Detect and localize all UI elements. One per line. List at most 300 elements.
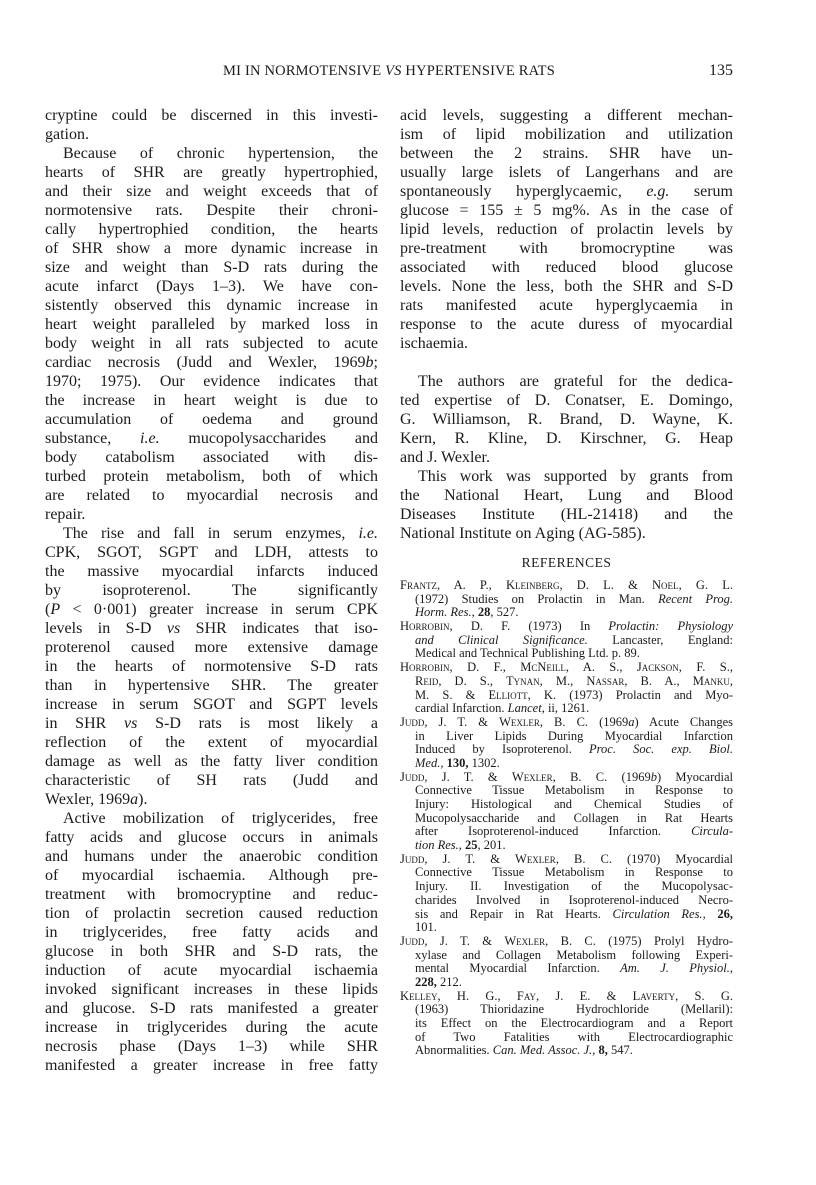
text-segment: 212. xyxy=(436,974,462,989)
text-line xyxy=(45,220,378,239)
text-segment: Lancaster, England: xyxy=(587,632,733,647)
text-segment: characteristic of SH rats (Judd and xyxy=(45,772,378,789)
small-caps-author: Nassar xyxy=(586,673,625,688)
text-segment: cardiac necrosis (Judd and Wexler, 1969 xyxy=(45,354,366,371)
text-line xyxy=(45,125,378,144)
italic-text: Circulation Res. xyxy=(612,906,703,921)
text-segment: repair. xyxy=(45,506,86,523)
text-line xyxy=(45,771,378,790)
italic-text: i.e. xyxy=(358,525,378,542)
running-title-vs: VS xyxy=(385,63,402,79)
text-segment: are related to myocardial necrosis and xyxy=(45,487,378,504)
text-line xyxy=(45,562,378,581)
text-line xyxy=(400,239,733,258)
small-caps-author: Wexler xyxy=(504,933,546,948)
reference-entry xyxy=(400,716,733,771)
text-line xyxy=(45,543,378,562)
reference-entry xyxy=(400,935,733,990)
text-line xyxy=(45,847,378,866)
text-segment: mucopolysaccharides and xyxy=(159,430,379,447)
text-line xyxy=(45,1037,378,1056)
text-segment: Kern, R. Kline, D. Kirschner, G. Heap xyxy=(400,430,733,447)
italic-text: vs xyxy=(124,715,138,732)
text-segment: in the hearts of normotensive S-D rats xyxy=(45,658,378,675)
text-line xyxy=(45,752,378,771)
text-segment: the massive myocardial infarcts induced xyxy=(45,563,378,580)
reference-entry xyxy=(400,661,733,716)
small-caps-author: Wexler xyxy=(499,714,540,729)
text-segment: substance, xyxy=(45,430,141,447)
text-segment: 547. xyxy=(607,1043,633,1058)
text-segment: The rise and fall in serum enzymes, xyxy=(63,525,359,542)
text-segment: , D. F., xyxy=(449,660,521,675)
text-segment: in Liver Lipids During Myocardial Infarction xyxy=(415,728,733,743)
text-segment: , J. T. & xyxy=(424,933,505,948)
text-segment: after Isoproterenol-induced Infarction. xyxy=(415,824,692,839)
text-segment: glucose = 155 ± 5 mg%. As in the case of xyxy=(400,202,733,219)
text-line xyxy=(45,239,378,258)
text-segment: body weight in all rats subjected to acute xyxy=(45,335,378,352)
text-segment: 1970; 1975). Our evidence indicates that xyxy=(45,373,378,390)
text-segment: , B. C. (1970) Myocardial xyxy=(555,851,733,866)
text-line xyxy=(400,647,733,661)
text-segment: damage as well as the fatty liver condition xyxy=(45,753,378,770)
text-segment: ) Acute Changes xyxy=(634,714,733,729)
italic-text: a xyxy=(130,791,139,808)
text-segment: hearts of SHR are greatly hypertrophied, xyxy=(45,164,378,181)
text-segment: between the 2 strains. SHR have un- xyxy=(400,145,733,162)
italic-text: vs xyxy=(166,620,181,637)
italic-text: Proc. Soc. exp. Biol. xyxy=(588,742,733,757)
text-line xyxy=(400,853,733,867)
text-segment: glucose in both SHR and S-D rats, the xyxy=(45,943,378,960)
text-segment: sis and Repair in Rat Hearts. xyxy=(415,906,613,921)
text-segment: levels in S-D xyxy=(45,620,167,637)
small-caps-author: Horrobin xyxy=(400,619,450,634)
text-segment: increase in serum SGOT and SGPT levels xyxy=(45,696,378,713)
text-segment: of myocardial ischaemia. Although pre- xyxy=(45,867,378,884)
text-segment: Because of chronic hypertension, the xyxy=(63,145,378,162)
text-line xyxy=(400,962,733,976)
text-line xyxy=(400,784,733,798)
small-caps-author: Laverty xyxy=(632,988,676,1003)
text-segment: invoked significant increases in these lipids xyxy=(45,981,378,998)
text-line xyxy=(400,675,733,689)
text-segment: the National Heart, Lung and Blood xyxy=(400,487,733,504)
text-segment: than in hypertensive SHR. The greater xyxy=(45,677,378,694)
paragraph xyxy=(400,106,733,353)
small-caps-author: Kleinberg xyxy=(505,578,560,592)
text-segment: levels. None the less, both the SHR and S-D xyxy=(400,278,733,295)
text-segment: associated with reduced blood glucose xyxy=(400,259,733,276)
text-line xyxy=(45,315,378,334)
text-line xyxy=(45,524,378,543)
small-caps-author: Manku xyxy=(692,673,730,688)
text-segment: accumulation of oedema and ground xyxy=(45,411,378,428)
small-caps-author: Horrobin xyxy=(400,660,450,675)
text-segment: , xyxy=(729,673,733,688)
italic-text: Am. J. Physiol. xyxy=(620,961,730,976)
text-line xyxy=(45,277,378,296)
text-segment: and their size and weight exceeds that of xyxy=(45,183,378,200)
text-segment: G. Williamson, R. Brand, D. Wayne, K. xyxy=(400,411,733,428)
text-line xyxy=(45,410,378,429)
text-line xyxy=(400,277,733,296)
text-line xyxy=(400,505,733,524)
italic-text: b xyxy=(650,769,657,784)
text-segment: M. S. & xyxy=(415,687,489,702)
reference-entry xyxy=(400,853,733,935)
text-segment: usually large islets of Langerhans and are xyxy=(400,164,733,181)
text-segment: and humans under the anaerobic condition xyxy=(45,848,378,865)
text-segment: Connective Tissue Metabolism in Response to xyxy=(415,783,733,798)
text-segment: , xyxy=(471,605,478,620)
text-segment: cardial Infarction. xyxy=(415,701,508,716)
text-line xyxy=(45,448,378,467)
text-line xyxy=(45,866,378,885)
text-segment: xylase and Collagen Metabolism following Experi- xyxy=(415,947,733,962)
running-title-part: HYPERTENSIVE RATS xyxy=(401,63,555,79)
text-line xyxy=(400,702,733,716)
text-line xyxy=(400,125,733,144)
text-segment: , D. F. (1973) In xyxy=(449,619,609,634)
text-line xyxy=(400,908,733,922)
small-caps-author: McNeill xyxy=(520,660,566,675)
text-line xyxy=(400,634,733,648)
text-line xyxy=(400,144,733,163)
italic-text: Horm. Res. xyxy=(415,605,472,620)
text-line xyxy=(45,201,378,220)
acknowledgements xyxy=(400,372,733,543)
text-line xyxy=(400,1031,733,1045)
text-segment: Mucopolysaccharide and Collagen in Rat Hearts xyxy=(415,810,733,825)
text-segment: mental Myocardial Infarction. xyxy=(415,961,621,976)
text-segment: heart weight paralleled by marked loss in xyxy=(45,316,378,333)
text-segment: rats manifested acute hyperglycaemia in xyxy=(400,297,733,314)
text-line xyxy=(45,714,378,733)
text-segment: ( xyxy=(45,601,51,618)
text-segment: , ii, 1261. xyxy=(541,701,590,716)
text-segment: in triglycerides, free fatty acids and xyxy=(45,924,378,941)
text-segment: serum xyxy=(669,183,733,200)
text-line xyxy=(45,486,378,505)
text-segment: gation. xyxy=(45,126,89,143)
paragraph xyxy=(45,809,378,1075)
text-line xyxy=(45,885,378,904)
text-segment: of SHR show a more dynamic increase in xyxy=(45,240,378,257)
text-line xyxy=(400,606,733,620)
italic-text: Recent Prog. xyxy=(658,591,733,606)
italic-text: e.g. xyxy=(646,183,670,200)
page-header xyxy=(45,63,733,83)
text-segment: Diseases Institute (HL-21418) and the xyxy=(400,506,733,523)
text-line xyxy=(45,980,378,999)
small-caps-author: Jackson xyxy=(636,660,679,675)
text-segment: , B. A., xyxy=(624,673,693,688)
text-segment: acute infarct (Days 1–3). We have con- xyxy=(45,278,378,295)
text-line xyxy=(400,391,733,410)
text-line xyxy=(400,429,733,448)
text-segment: , H. G., xyxy=(437,988,517,1003)
text-segment: Medical and Technical Publishing Ltd. p. 89. xyxy=(415,646,640,661)
small-caps-author: Reid xyxy=(415,673,439,688)
section-gap xyxy=(400,353,733,372)
text-segment: , B. C. (1969 xyxy=(552,769,651,784)
text-segment: , xyxy=(458,838,465,853)
text-line xyxy=(400,757,733,771)
text-line xyxy=(400,990,733,1004)
text-segment: , J. T. & xyxy=(424,714,500,729)
left-column xyxy=(45,106,378,1075)
text-segment: , A. P., xyxy=(436,578,506,592)
text-line xyxy=(400,866,733,880)
text-segment: acid levels, suggesting a different mechan- xyxy=(400,107,733,124)
text-segment: necrosis phase (Days 1–3) while SHR xyxy=(45,1038,378,1055)
text-line xyxy=(400,949,733,963)
text-line xyxy=(45,904,378,923)
italic-text: b xyxy=(365,354,374,371)
running-title xyxy=(45,63,733,80)
text-segment: reflection of the extent of myocardial xyxy=(45,734,378,751)
text-line xyxy=(45,809,378,828)
text-line xyxy=(45,923,378,942)
text-segment: sistently observed this dynamic increase in xyxy=(45,297,378,314)
text-segment: S-D rats is most likely a xyxy=(137,715,378,732)
reference-entry xyxy=(400,620,733,661)
italic-text: P xyxy=(50,601,61,618)
text-segment: Abnormalities. xyxy=(415,1043,493,1058)
text-segment: increase in triglycerides during the acute xyxy=(45,1019,378,1036)
text-line xyxy=(45,733,378,752)
small-caps-author: Judd xyxy=(400,714,425,729)
paragraph xyxy=(45,106,378,144)
text-segment: , D. L. & xyxy=(559,578,653,592)
text-segment: cally hypertrophied condition, the hearts xyxy=(45,221,378,238)
text-segment: Active mobilization of triglycerides, free xyxy=(63,810,378,827)
small-caps-author: Fay xyxy=(516,988,537,1003)
text-segment: normotensive rats. Despite their chroni- xyxy=(45,202,378,219)
text-segment: , B. C. (1975) Prolyl Hydro- xyxy=(545,933,733,948)
text-segment: National Institute on Aging (AG-585). xyxy=(400,525,646,542)
text-line xyxy=(45,391,378,410)
text-line xyxy=(400,258,733,277)
text-line xyxy=(400,730,733,744)
text-segment: , F. S., xyxy=(678,660,733,675)
bold-text: 28 xyxy=(477,605,491,620)
text-line xyxy=(45,1056,378,1075)
text-segment: , B. C. (1969 xyxy=(539,714,629,729)
text-segment: by isoproterenol. The significantly xyxy=(45,582,378,599)
text-line xyxy=(400,935,733,949)
text-segment: SHR indicates that iso- xyxy=(180,620,379,637)
running-title-part: MI IN NORMOTENSIVE xyxy=(223,63,386,79)
text-line xyxy=(400,163,733,182)
text-segment: , J. E. & xyxy=(536,988,633,1003)
bold-text: 228, xyxy=(415,974,437,989)
text-segment: Induced by Isoproterenol. xyxy=(415,742,589,757)
text-line xyxy=(400,182,733,201)
bold-text: 26, xyxy=(717,906,733,921)
text-segment: , G. L. xyxy=(678,578,733,592)
small-caps-author: Kelley xyxy=(400,988,438,1003)
text-segment: Injury. II. Investigation of the Mucopolysac- xyxy=(415,879,733,894)
small-caps-author: Frantz xyxy=(400,578,437,592)
italic-text: a xyxy=(628,714,635,729)
text-segment: , J. T. & xyxy=(424,851,516,866)
text-segment: , 527. xyxy=(490,605,519,620)
text-segment: , xyxy=(440,755,447,770)
text-segment: and J. Wexler. xyxy=(400,449,490,466)
text-segment: its Effect on the Electrocardiogram and a Report xyxy=(415,1016,733,1030)
text-segment: , A. S., xyxy=(565,660,637,675)
text-segment: ) Myocardial xyxy=(656,769,733,784)
text-line xyxy=(400,593,733,607)
text-segment: pre-treatment with bromocryptine was xyxy=(400,240,733,257)
text-segment: , M., xyxy=(539,673,587,688)
paragraph xyxy=(400,372,733,467)
text-segment: ted expertise of D. Conatser, E. Domingo, xyxy=(400,392,733,409)
text-line xyxy=(45,790,378,809)
italic-text: Med. xyxy=(415,755,441,770)
italic-text: i.e. xyxy=(140,430,160,447)
paragraph xyxy=(400,467,733,543)
text-segment: spontaneously hyperglycaemic, xyxy=(400,183,647,200)
small-caps-author: Noel xyxy=(652,578,679,592)
text-line xyxy=(400,894,733,908)
text-segment: CPK, SGOT, SGPT and LDH, attests to xyxy=(45,544,378,561)
right-column xyxy=(400,106,733,1058)
text-segment: , K. (1973) Prolactin and Myo- xyxy=(527,687,733,702)
bold-text: 25 xyxy=(465,838,478,853)
text-segment: cryptine could be discerned in this investi- xyxy=(45,107,378,124)
text-line xyxy=(400,661,733,675)
text-line xyxy=(45,1018,378,1037)
text-line xyxy=(45,372,378,391)
text-segment: tion of prolactin secretion caused reduction xyxy=(45,905,378,922)
small-caps-author: Wexler xyxy=(515,851,556,866)
text-segment: proterenol caused more extensive damage xyxy=(45,639,378,656)
text-segment: response to the acute duress of myocardial xyxy=(400,316,733,333)
text-segment: (1963) Thioridazine Hydrochloride (Mellaril): xyxy=(415,1002,733,1017)
text-line xyxy=(400,1003,733,1017)
references-heading: REFERENCES xyxy=(521,555,612,570)
text-segment: manifested a greater increase in free fatty xyxy=(45,1057,378,1074)
text-line xyxy=(45,106,378,125)
italic-text: Prolactin: Physiology xyxy=(608,619,733,634)
page-number: 135 xyxy=(709,62,733,79)
text-line xyxy=(45,144,378,163)
text-line xyxy=(45,182,378,201)
text-segment: This work was supported by grants from xyxy=(418,468,733,485)
text-line xyxy=(45,505,378,524)
text-segment: 101. xyxy=(415,920,437,935)
text-line xyxy=(45,258,378,277)
reference-entry xyxy=(400,771,733,853)
text-segment: of Two Fatalities with Electrocardiographic xyxy=(415,1029,733,1044)
text-segment: charides Involved in Isoproterenol-induced Necro- xyxy=(415,892,733,907)
italic-text: tion Res. xyxy=(415,838,459,853)
text-line xyxy=(45,467,378,486)
text-line xyxy=(400,880,733,894)
text-segment: , J. T. & xyxy=(424,769,512,784)
text-segment: ; xyxy=(373,354,378,371)
italic-text: Circula- xyxy=(691,824,733,839)
text-line xyxy=(45,353,378,372)
text-segment: ism of lipid mobilization and utilization xyxy=(400,126,733,143)
paragraph xyxy=(45,524,378,809)
text-line xyxy=(400,839,733,853)
text-line xyxy=(400,825,733,839)
text-segment: Wexler, 1969 xyxy=(45,791,131,808)
text-line xyxy=(400,689,733,703)
small-caps-author: Judd xyxy=(400,851,425,866)
text-line xyxy=(45,676,378,695)
small-caps-author: Wexler xyxy=(511,769,553,784)
text-line xyxy=(45,828,378,847)
text-line xyxy=(45,695,378,714)
text-segment: Connective Tissue Metabolism in Response to xyxy=(415,865,733,880)
text-line xyxy=(45,657,378,676)
text-line xyxy=(45,581,378,600)
text-line xyxy=(45,619,378,638)
references-list xyxy=(400,579,733,1058)
small-caps-author: Elliott xyxy=(488,687,528,702)
reference-entry xyxy=(400,579,733,620)
text-line xyxy=(45,163,378,182)
text-segment: , xyxy=(592,1043,599,1058)
text-line xyxy=(400,798,733,812)
text-line xyxy=(400,579,733,593)
small-caps-author: Tynan xyxy=(506,673,540,688)
text-segment: , S. G. xyxy=(675,988,733,1003)
small-caps-author: Judd xyxy=(400,769,425,784)
text-segment: , D. S., xyxy=(438,673,507,688)
bold-text: 130, xyxy=(446,755,469,770)
italic-text: Can. Med. Assoc. J. xyxy=(492,1043,593,1058)
text-segment: , xyxy=(702,906,718,921)
text-segment: the increase in heart weight is due to xyxy=(45,392,378,409)
text-segment: fatty acids and glucose occurs in animals xyxy=(45,829,378,846)
text-line xyxy=(45,429,378,448)
text-segment: (1972) Studies on Prolactin in Man. xyxy=(415,591,659,606)
text-line xyxy=(400,334,733,353)
text-line xyxy=(400,921,733,935)
text-line xyxy=(400,743,733,757)
text-line xyxy=(400,448,733,467)
text-segment: size and weight than S-D rats during the xyxy=(45,259,378,276)
text-segment: ischaemia. xyxy=(400,335,468,352)
small-caps-author: Judd xyxy=(400,933,425,948)
text-line xyxy=(400,486,733,505)
text-line xyxy=(400,106,733,125)
text-line xyxy=(400,296,733,315)
text-line xyxy=(400,524,733,543)
text-line xyxy=(400,220,733,239)
text-line xyxy=(45,961,378,980)
text-line xyxy=(400,620,733,634)
text-line xyxy=(45,600,378,619)
text-line xyxy=(400,467,733,486)
text-segment: body catabolism associated with dis- xyxy=(45,449,378,466)
italic-text: and Clinical Significance. xyxy=(415,632,588,647)
text-line xyxy=(45,638,378,657)
reference-entry xyxy=(400,990,733,1058)
text-line xyxy=(400,812,733,826)
text-line xyxy=(45,296,378,315)
paragraph xyxy=(45,144,378,524)
text-line xyxy=(400,372,733,391)
text-segment: induction of acute myocardial ischaemia xyxy=(45,962,378,979)
